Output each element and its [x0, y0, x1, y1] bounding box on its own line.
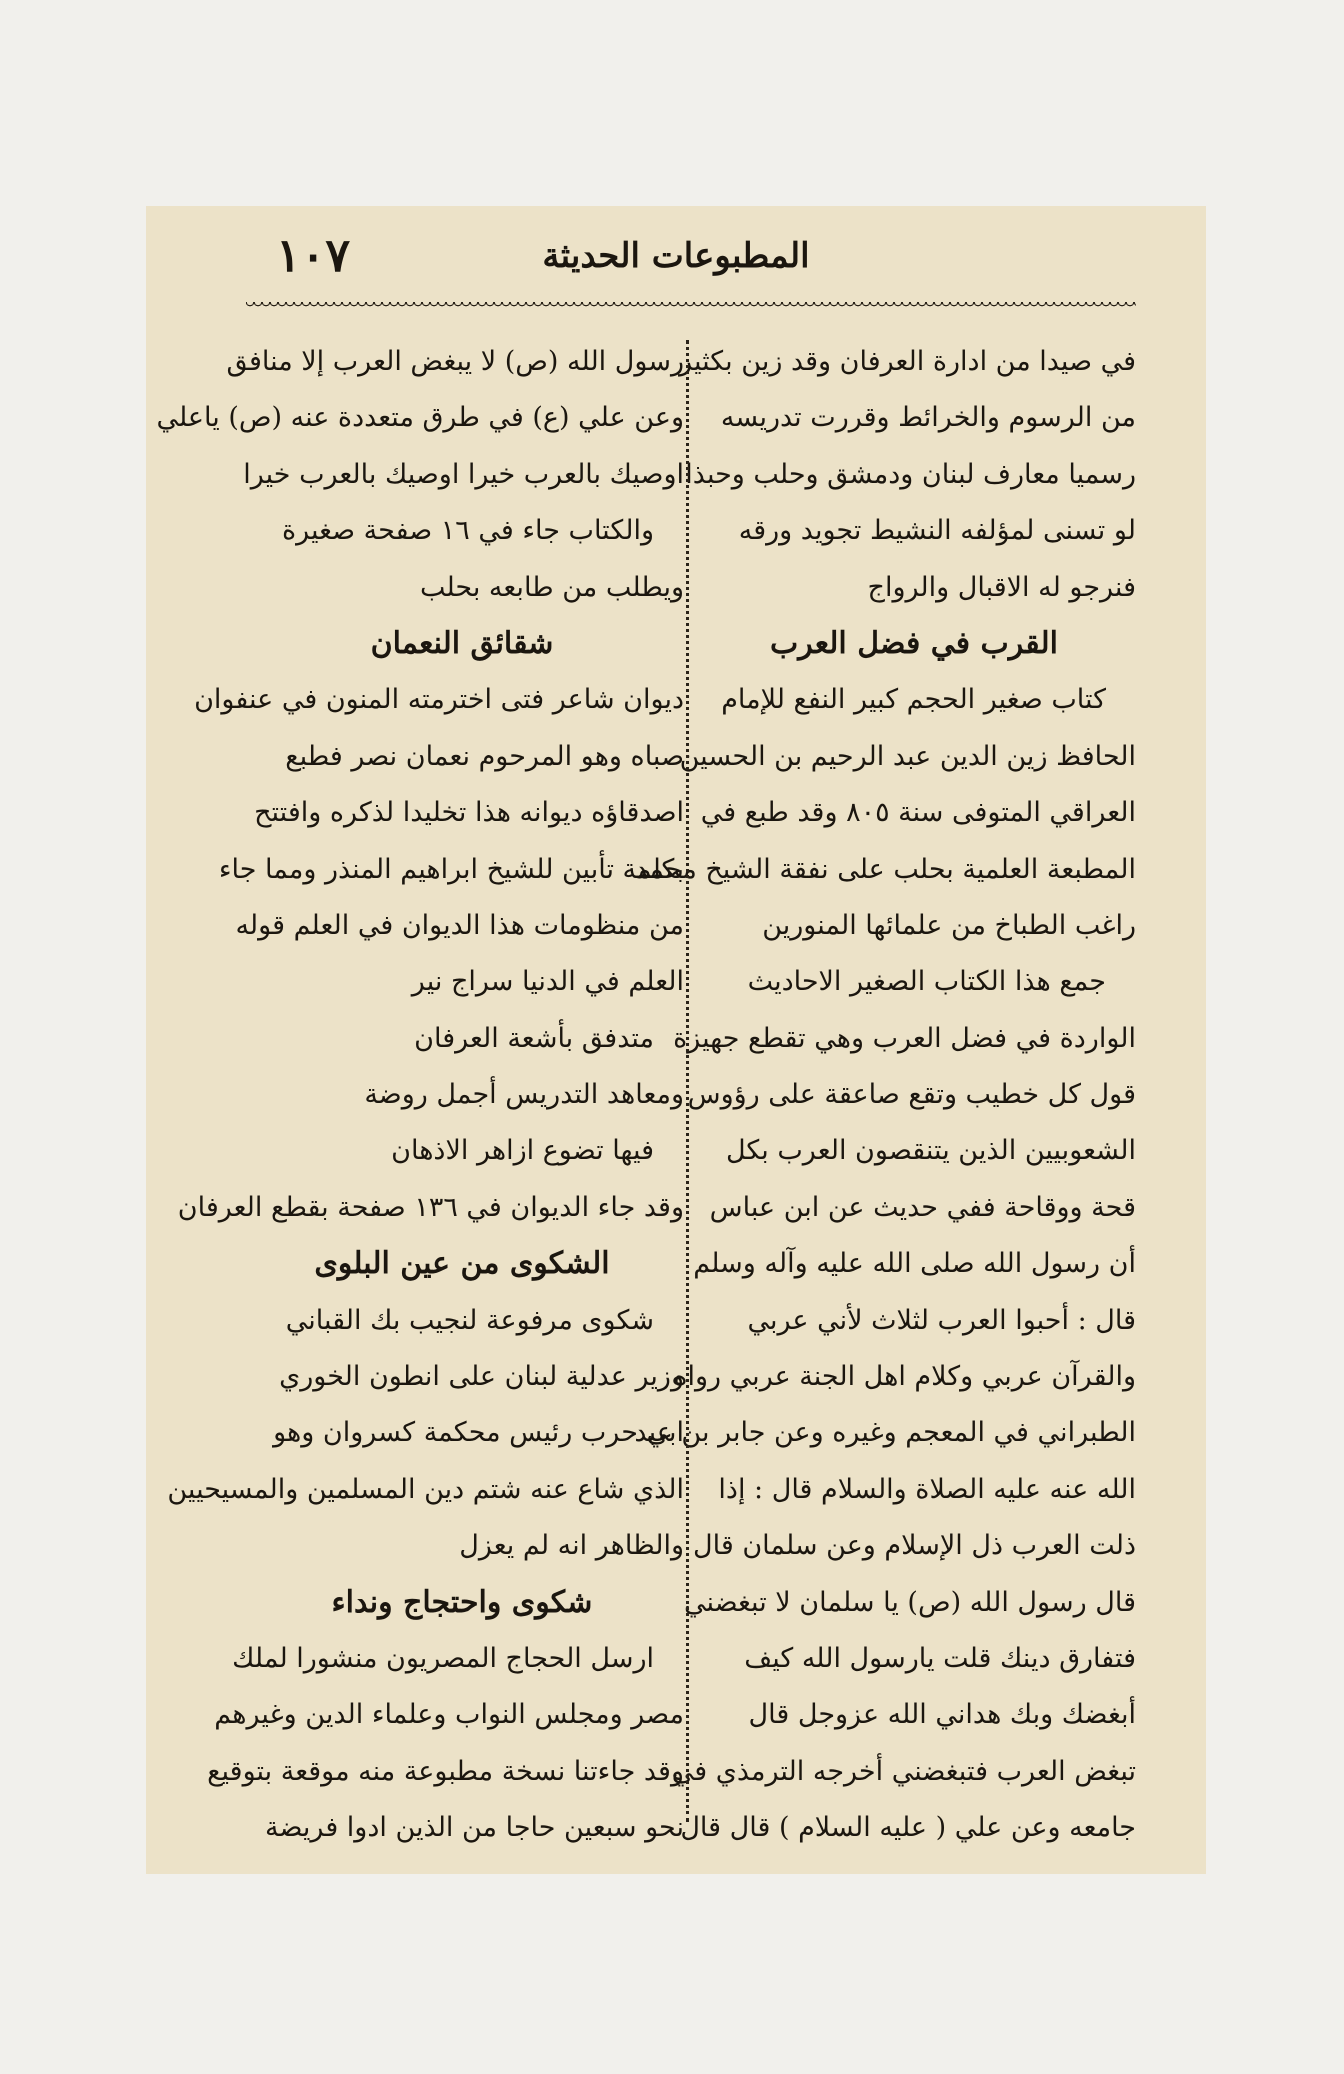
text-line: في صيدا من ادارة العرفان وقد زين بكثير	[679, 346, 1136, 377]
page-number: ١٠٧	[276, 228, 351, 282]
text-line: ذلت العرب ذل الإسلام وعن سلمان قال	[693, 1530, 1136, 1562]
text-line: اوصيك بالعرب خيرا اوصيك بالعرب خيرا	[243, 458, 684, 490]
text-line: ديوان شاعر فتى اخترمته المنون في عنفوان	[194, 684, 684, 716]
text-line: أن رسول الله صلى الله عليه وآله وسلم	[693, 1248, 1136, 1280]
text-line: قال رسول الله (ص) يا سلمان لا تبغضني	[683, 1586, 1136, 1618]
text-line: شكوى مرفوعة لنجيب بك القباني	[285, 1304, 654, 1336]
text-line: فتفارق دينك قلت يارسول الله كيف	[744, 1642, 1136, 1674]
text-line: الله عنه عليه الصلاة والسلام قال : إذا	[718, 1473, 1136, 1505]
text-line: الحافظ زين الدين عبد الرحيم بن الحسين	[679, 740, 1136, 772]
column-divider	[686, 340, 689, 1822]
text-line: تبغض العرب فتبغضني أخرجه الترمذي في	[671, 1755, 1136, 1787]
text-line: وزير عدلية لبنان على انطون الخوري	[279, 1361, 684, 1393]
text-line: ومعاهد التدريس أجمل روضة	[364, 1079, 684, 1111]
text-line: رسول الله (ص) لا يبغض العرب إلا منافق	[226, 346, 684, 377]
text-line: المطبعة العلمية بحلب على نفقة الشيخ محمد	[635, 853, 1136, 885]
text-line: الشعوبيين الذين يتنقصون العرب بكل	[725, 1135, 1136, 1167]
text-line: اصدقاؤه ديوانه هذا تخليدا لذكره وافتتح	[254, 797, 684, 829]
text-line: وقد جاءتنا نسخة مطبوعة منه موقعة بتوقيع	[207, 1755, 684, 1787]
text-line: قال : أحبوا العرب لثلاث لأني عربي	[747, 1304, 1136, 1336]
text-line: والكتاب جاء في ١٦ صفحة صغيرة	[281, 515, 654, 547]
two-column-body	[156, 334, 1136, 1844]
text-line: الذي شاع عنه شتم دين المسلمين والمسيحيين	[167, 1473, 684, 1505]
text-line: قول كل خطيب وتقع صاعقة على رؤوس	[687, 1079, 1136, 1111]
text-line: وعن علي (ع) في طرق متعددة عنه (ص) ياعلي	[156, 402, 684, 434]
text-line: راغب الطباخ من علمائها المنورين	[762, 909, 1136, 941]
section-heading: القرب في فضل العرب	[770, 625, 1058, 661]
text-line: قحة ووقاحة ففي حديث عن ابن عباس	[709, 1191, 1136, 1223]
text-line: رسميا معارف لبنان ودمشق وحلب وحبذا	[685, 458, 1136, 490]
text-line: متدفق بأشعة العرفان	[414, 1022, 654, 1054]
text-line: الطبراني في المعجم وغيره وعن جابر بن عبد	[634, 1417, 1136, 1449]
running-title: المطبوعات الحديثة	[542, 236, 810, 276]
text-line: والظاهر انه لم يعزل	[459, 1530, 684, 1562]
text-line: مصر ومجلس النواب وعلماء الدين وغيرهم	[214, 1699, 684, 1731]
text-line: نحو سبعين حاجا من الذين ادوا فريضة	[265, 1812, 684, 1844]
right-column	[634, 334, 1136, 1844]
text-line: العراقي المتوفى سنة ٨٠٥ وقد طبع في	[700, 797, 1136, 829]
section-heading: الشكوى من عين البلوى	[314, 1246, 610, 1282]
text-line: والقرآن عربي وكلام اهل الجنة عربي رواه	[673, 1361, 1136, 1393]
text-line: لو تسنى لمؤلفه النشيط تجويد ورقه	[738, 515, 1136, 547]
section-heading: شكوى واحتجاج ونداء	[331, 1584, 593, 1620]
text-line: ابي حرب رئيس محكمة كسروان وهو	[273, 1417, 684, 1449]
text-line: صباه وهو المرحوم نعمان نصر فطبع	[285, 740, 684, 772]
text-line: كتاب صغير الحجم كبير النفع للإمام	[721, 684, 1106, 716]
text-line: وقد جاء الديوان في ١٣٦ صفحة بقطع العرفان	[177, 1191, 684, 1223]
text-line: فيها تضوع ازاهر الاذهان	[391, 1135, 654, 1167]
text-line: ارسل الحجاج المصريون منشورا لملك	[232, 1642, 654, 1674]
scanned-page	[146, 206, 1206, 1874]
text-line: أبغضك وبك هداني الله عزوجل قال	[748, 1699, 1136, 1731]
text-line: فنرجو له الاقبال والرواج	[867, 571, 1136, 603]
text-line: بكلمة تأبين للشيخ ابراهيم المنذر ومما جاء	[218, 853, 684, 885]
text-line: من الرسوم والخرائط وقررت تدريسه	[720, 402, 1136, 434]
text-line: ويطلب من طابعه بحلب	[419, 571, 684, 603]
text-line: الواردة في فضل العرب وهي تقطع جهيزة	[673, 1022, 1136, 1054]
header-wavy-rule	[246, 302, 1136, 311]
page-header	[146, 206, 1206, 316]
section-heading: شقائق النعمان	[370, 625, 554, 661]
text-line: جامعه وعن علي ( عليه السلام ) قال قال	[680, 1812, 1136, 1844]
text-line: العلم في الدنيا سراج نير	[411, 966, 684, 998]
left-column	[156, 334, 684, 1844]
text-line: جمع هذا الكتاب الصغير الاحاديث	[747, 966, 1106, 998]
text-line: من منظومات هذا الديوان في العلم قوله	[235, 909, 684, 941]
